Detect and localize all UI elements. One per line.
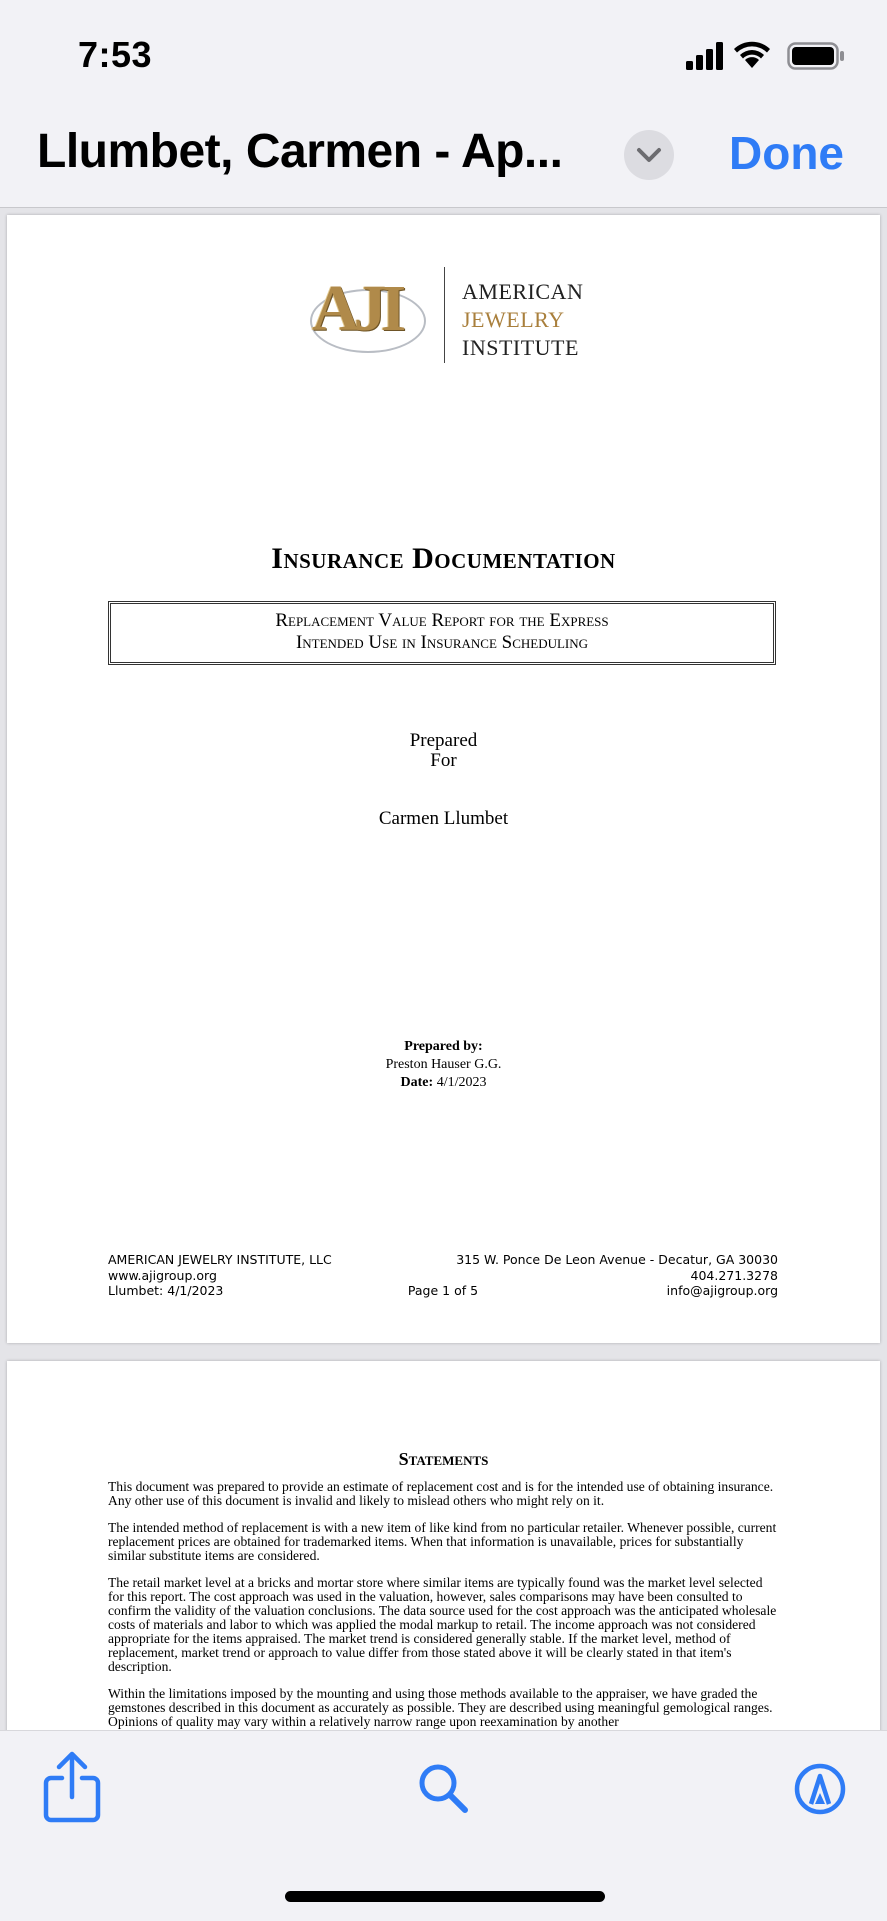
logo-line-jewelry: JEWELRY [462, 307, 565, 332]
markup-icon[interactable] [794, 1763, 846, 1815]
prepared-for-line-1: Prepared [409, 730, 478, 751]
wifi-icon [732, 38, 772, 70]
cellular-signal-icon [686, 42, 726, 70]
prepared-by-block [7, 1038, 880, 1092]
footer-website: www.ajigroup.org [108, 1267, 217, 1283]
footer-reference: Llumbet: 4/1/2023 [108, 1283, 224, 1298]
logo-separator [444, 267, 445, 363]
document-heading: Insurance Documentation [271, 542, 616, 575]
logo-line-institute: INSTITUTE [462, 335, 579, 360]
status-time: 7:53 [78, 34, 153, 75]
statement-paragraph: The intended method of replacement is with a new item of like kind from no particular retailer. Whenever possible, current replacement prices are obtained for trademarked items. When that information is unavailable, prices for substantially similar substitute items are considered. [108, 1520, 777, 1563]
statement-paragraph: This document was prepared to provide an estimate of replacement cost and is for the intended use of obtaining insurance. Any other use of this document is invalid and likely to mislead others who might rely on it. [108, 1479, 774, 1508]
footer-company: AMERICAN JEWELRY INSTITUTE, LLC [108, 1252, 332, 1267]
document-title[interactable]: Llumbet, Carmen - Ap... [37, 125, 563, 178]
date-label: Date: [400, 1075, 434, 1090]
page-number: Page 1 of 5 [407, 1283, 479, 1298]
home-indicator[interactable] [285, 1891, 605, 1902]
statement-paragraph: Within the limitations imposed by the mounting and using those methods available to the appraiser, we have graded the gemstones described in this document as accurately as possible. They are described using meaningful gemological ranges. Opinions of quality may vary within a relatively narrow range upon reexamination by another [108, 1686, 773, 1729]
share-icon[interactable] [43, 1751, 101, 1823]
footer-address: 315 W. Ponce De Leon Avenue - Decatur, GA 30030 [456, 1252, 778, 1267]
title-menu-button[interactable] [624, 130, 674, 180]
statements-body [108, 1480, 778, 1730]
statements-heading: Statements [398, 1449, 489, 1469]
appraiser-name: Preston Hauser G.G. [385, 1057, 502, 1072]
prepared-for-line-2: For [430, 750, 457, 771]
subtitle-box [108, 601, 776, 665]
search-icon[interactable] [417, 1762, 469, 1814]
footer-phone: 404.271.3278 [690, 1267, 778, 1283]
document-page-1 [7, 215, 880, 1343]
prepared-by-label: Prepared by: [404, 1039, 483, 1054]
logo-line-american: AMERICAN [462, 279, 584, 304]
prepared-for [7, 731, 880, 771]
date-value: 4/1/2023 [436, 1075, 487, 1090]
logo-monogram: AJI [312, 272, 401, 345]
done-button[interactable]: Done [729, 127, 844, 179]
client-name: Carmen Llumbet [378, 808, 509, 829]
aji-logo [302, 267, 592, 367]
document-viewer[interactable] [0, 208, 887, 1730]
document-page-2 [7, 1361, 880, 1730]
status-bar [0, 0, 887, 110]
footer-email: info@ajigroup.org [666, 1283, 778, 1298]
subtitle-line-1: Replacement Value Report for the Express [275, 610, 609, 631]
chevron-down-icon [636, 144, 662, 166]
subtitle-line-2: Intended Use in Insurance Scheduling [295, 632, 589, 653]
statement-paragraph: The retail market level at a bricks and mortar store where similar items are typically found was the market level selected for this report. The cost approach was used in the valuation, however, sales comparisons may have been consulted to confirm the validity of the valuation conclusions. The data source used for the cost approach was the anticipated wholesale costs of materials and labor to which was applied the modal markup to retail. The income approach was not considered appropriate for the items appraised. The market trend is considered generally stable. If the market level, method of replacement, market trend or approach to value differ from those stated above it will be clearly stated in that item's description. [108, 1575, 777, 1674]
battery-icon [787, 42, 845, 70]
